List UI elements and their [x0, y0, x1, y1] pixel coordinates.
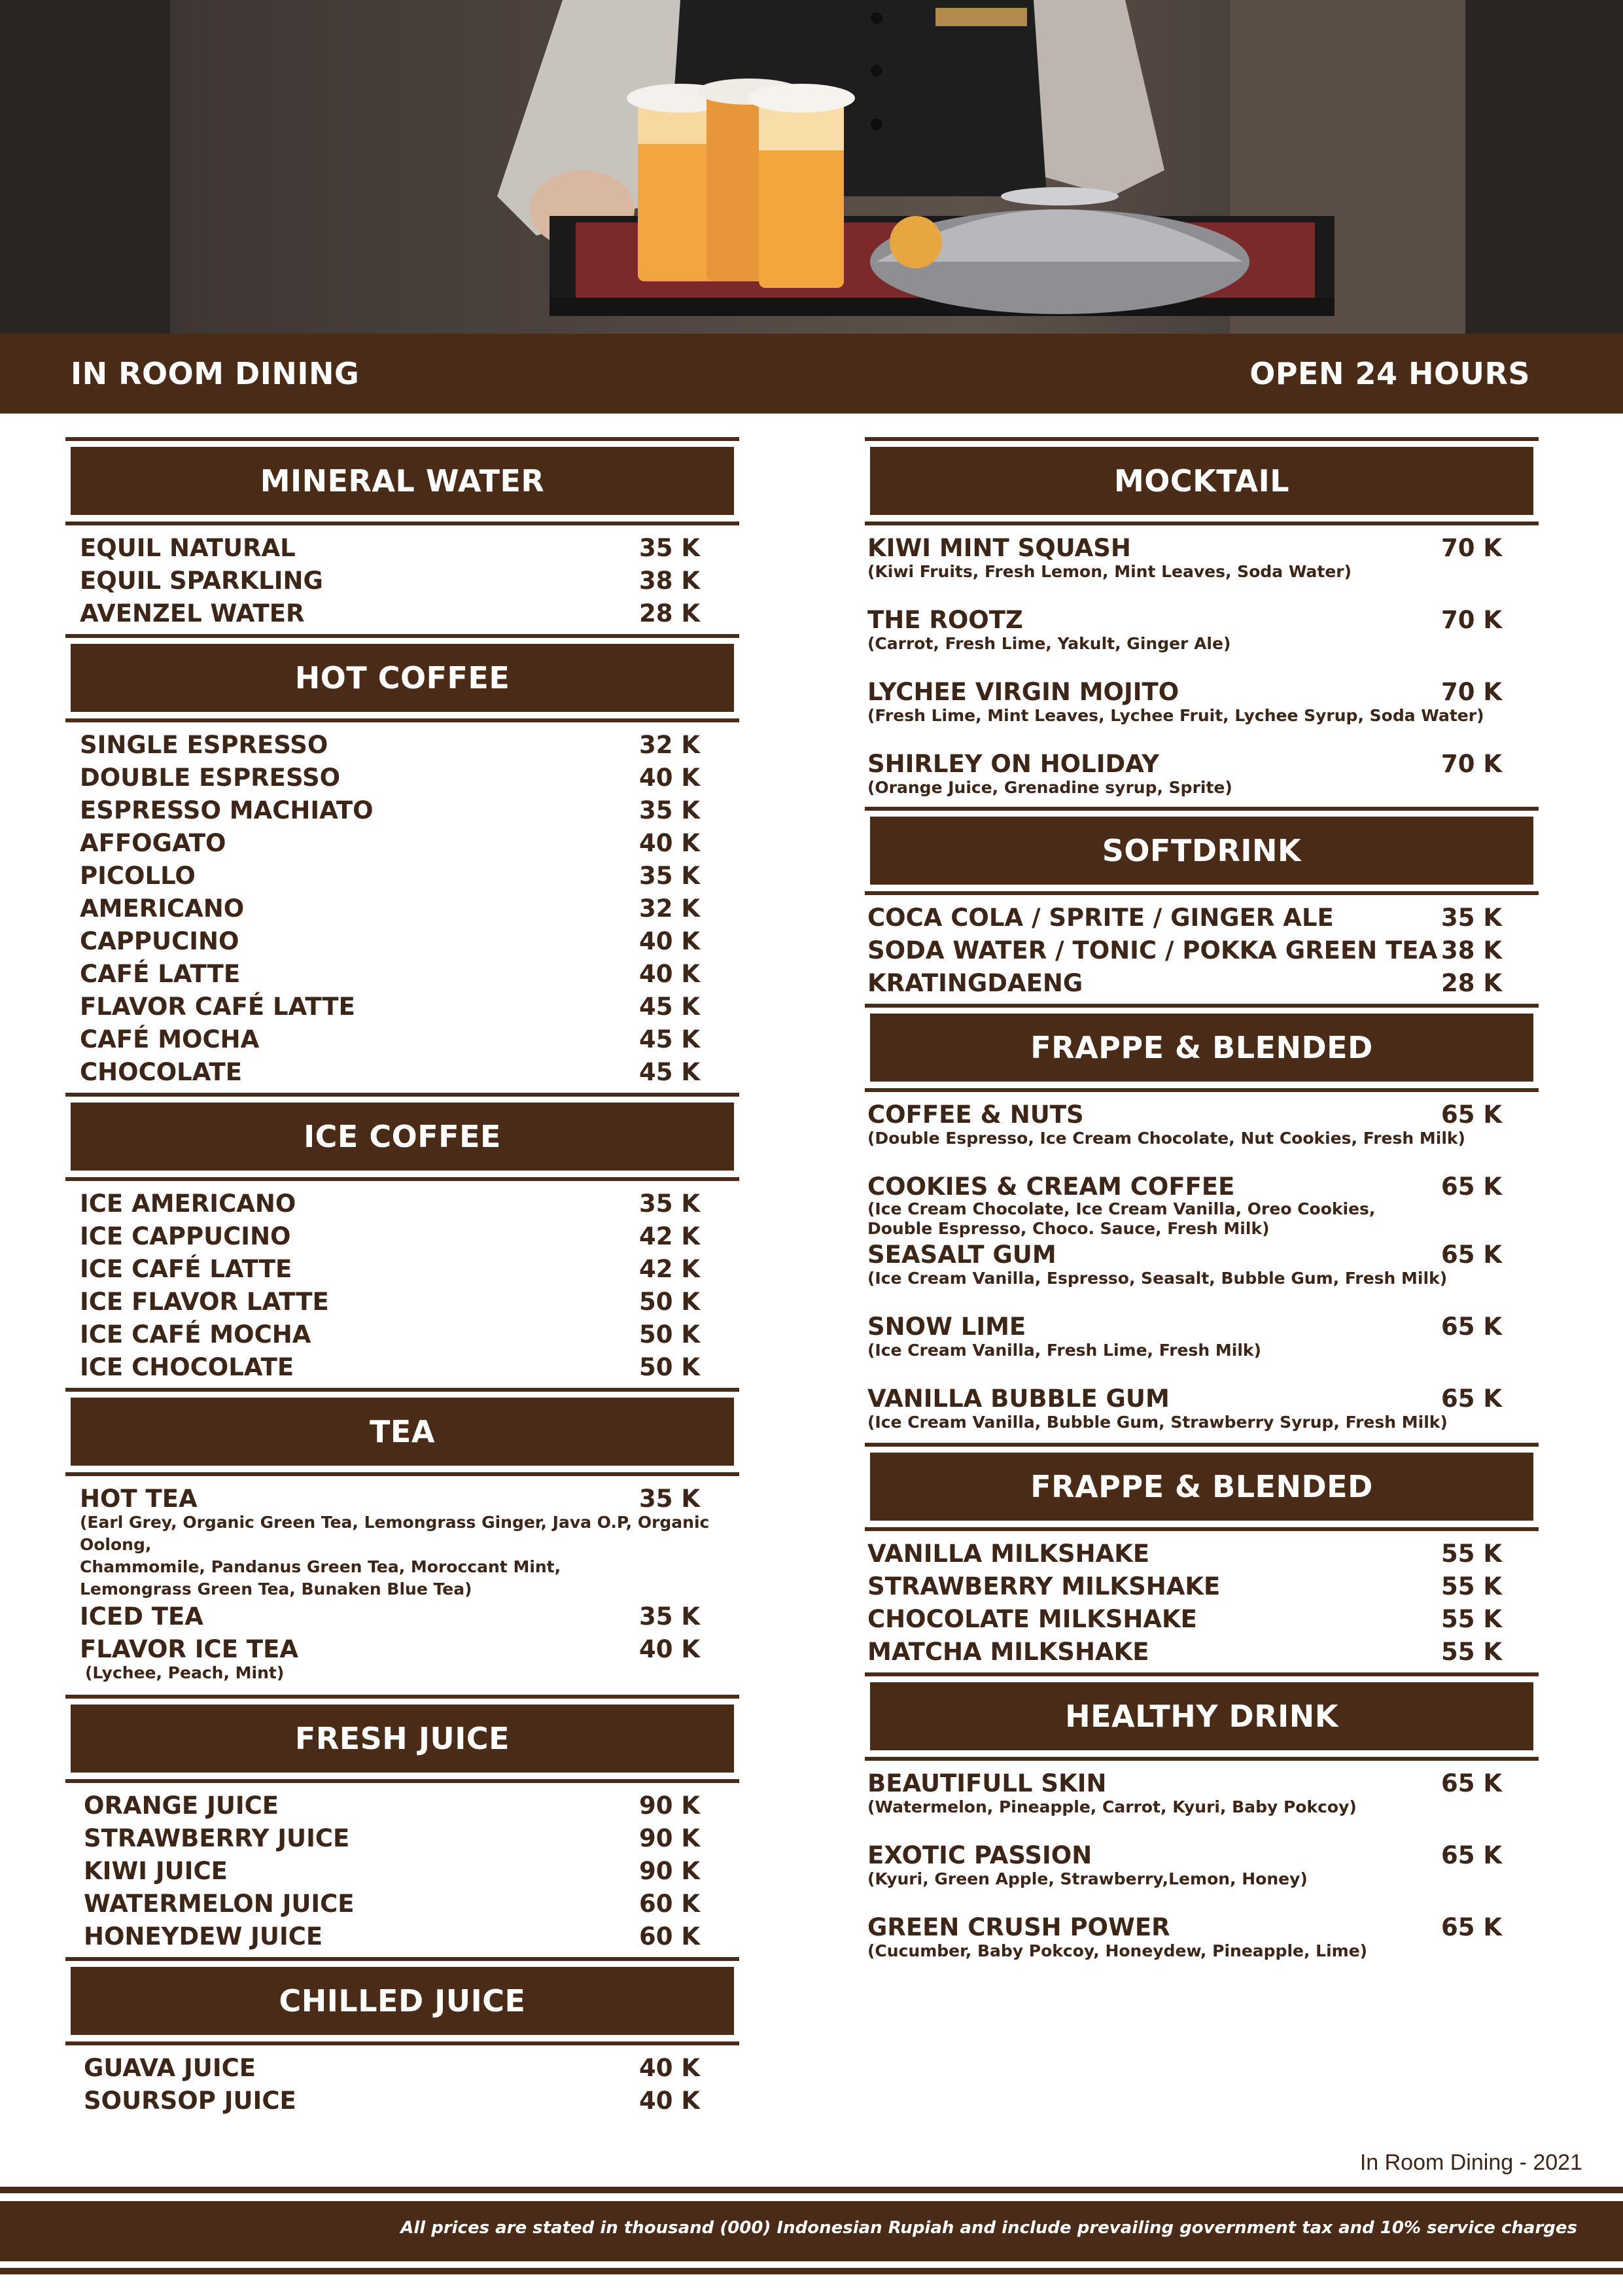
menu-item — [65, 1790, 739, 1822]
section-softdrink — [865, 807, 1539, 1000]
top-banner — [0, 334, 1623, 414]
item-name: CHOCOLATE MILKSHAKE — [867, 1605, 1197, 1633]
menu-item — [865, 967, 1539, 1000]
item-name: ICE AMERICANO — [80, 1190, 296, 1218]
section-mocktail — [865, 437, 1539, 799]
menu-item — [65, 1633, 739, 1666]
item-name: SODA WATER / TONIC / POKKA GREEN TEA — [867, 936, 1438, 964]
footer-rule — [0, 2268, 1623, 2274]
item-price: 42 K — [638, 1255, 700, 1283]
item-description: (Ice Cream Vanilla, Bubble Gum, Strawberry Syrup, Fresh Milk) — [867, 1413, 1448, 1432]
item-name: THE ROOTZ — [867, 606, 1023, 634]
item-name: AMERICANO — [80, 894, 245, 923]
item-name: SOURSOP JUICE — [84, 2087, 296, 2115]
menu-item — [865, 1099, 1539, 1131]
item-price: 28 K — [638, 599, 700, 627]
section-frappe-blended — [865, 1004, 1539, 1434]
item-description: (Cucumber, Baby Pokcoy, Honeydew, Pineapple, Lime) — [867, 1941, 1368, 1960]
menu-item — [65, 991, 739, 1023]
menu-item — [65, 1855, 739, 1888]
menu-item — [865, 1603, 1539, 1636]
section-rule — [65, 1093, 739, 1097]
item-name: GREEN CRUSH POWER — [867, 1913, 1170, 1941]
section-header: SOFTDRINK — [870, 817, 1533, 885]
item-name: HOT TEA — [80, 1485, 198, 1513]
item-name: ORANGE JUICE — [84, 1792, 279, 1820]
item-name: STRAWBERRY MILKSHAKE — [867, 1572, 1221, 1600]
section-tea — [65, 1388, 739, 1684]
section-header: FRESH JUICE — [71, 1704, 734, 1773]
item-price: 32 K — [638, 731, 700, 759]
item-price: 65 K — [1440, 1913, 1502, 1941]
item-name: ICE FLAVOR LATTE — [80, 1288, 329, 1316]
item-name: LYCHEE VIRGIN MOJITO — [867, 678, 1179, 706]
item-name: CHOCOLATE — [80, 1058, 243, 1086]
item-price: 35 K — [638, 1602, 700, 1631]
item-name: SINGLE ESPRESSO — [80, 731, 328, 759]
menu-item — [65, 1286, 739, 1318]
menu-item — [65, 860, 739, 892]
item-price: 65 K — [1440, 1385, 1502, 1413]
item-description: (Orange Juice, Grenadine syrup, Sprite) — [867, 778, 1232, 797]
section-header: MOCKTAIL — [870, 447, 1533, 515]
item-price: 50 K — [638, 1320, 700, 1349]
price-disclaimer: All prices are stated in thousand (000) Indonesian Rupiah and include prevailing government tax and 10% service charges — [400, 2218, 1577, 2238]
item-name: DOUBLE ESPRESSO — [80, 764, 341, 792]
footer-caption: In Room Dining - 2021 — [1359, 2150, 1582, 2175]
menu-item — [865, 1171, 1539, 1203]
menu-item — [65, 1253, 739, 1286]
menu-item — [865, 1911, 1539, 1944]
right-menu-column — [865, 437, 1539, 1962]
item-description: (Ice Cream Vanilla, Espresso, Seasalt, Bubble Gum, Fresh Milk) — [867, 1269, 1448, 1288]
menu-item — [65, 925, 739, 958]
item-name: FLAVOR ICE TEA — [80, 1635, 299, 1663]
item-price: 65 K — [1440, 1241, 1502, 1269]
item-name: CAFÉ LATTE — [80, 960, 241, 988]
item-description: (Double Espresso, Ice Cream Chocolate, Nut Cookies, Fresh Milk) — [867, 1129, 1465, 1148]
menu-item — [65, 1188, 739, 1220]
item-name: AVENZEL WATER — [80, 599, 305, 627]
menu-item — [65, 1220, 739, 1253]
item-name: FLAVOR CAFÉ LATTE — [80, 993, 355, 1021]
item-price: 40 K — [638, 829, 700, 857]
left-menu-column — [65, 437, 739, 2117]
item-name: EXOTIC PASSION — [867, 1841, 1092, 1869]
item-description: (Ice Cream Chocolate, Ice Cream Vanilla, Oreo Cookies, Double Espresso, Choco. Sauce, Fresh Milk) — [867, 1199, 1376, 1238]
item-price: 90 K — [638, 1857, 700, 1885]
item-description: (Watermelon, Pineapple, Carrot, Kyuri, Baby Pokcoy) — [867, 1797, 1357, 1816]
hero-photo — [0, 0, 1623, 334]
item-name: ICE CAFÉ LATTE — [80, 1255, 292, 1283]
menu-item — [865, 748, 1539, 781]
item-name: COCA COLA / SPRITE / GINGER ALE — [867, 904, 1334, 932]
section-header: MINERAL WATER — [71, 447, 734, 515]
item-description: (Earl Grey, Organic Green Tea, Lemongrass Ginger, Java O.P, Organic Oolong, Chammomile, Pandanus Green Tea, Moroccant Mint, Lemongrass Green Tea, Bunaken Blue Tea) — [80, 1513, 710, 1598]
item-name: EQUIL SPARKLING — [80, 567, 323, 595]
item-price: 70 K — [1440, 606, 1502, 634]
item-price: 65 K — [1440, 1101, 1502, 1129]
item-price: 35 K — [638, 796, 700, 824]
section-header: FRAPPE & BLENDED — [870, 1453, 1533, 1521]
item-price: 90 K — [638, 1824, 700, 1852]
item-price: 42 K — [638, 1222, 700, 1250]
menu-item — [865, 1767, 1539, 1800]
section-header: HEALTHY DRINK — [870, 1682, 1533, 1750]
item-price: 35 K — [638, 534, 700, 562]
footer-rule — [0, 2187, 1623, 2193]
section-rule — [865, 1443, 1539, 1447]
item-name: COFFEE & NUTS — [867, 1101, 1084, 1129]
section-header: HOT COFFEE — [71, 644, 734, 712]
banner-hours: OPEN 24 HOURS — [1249, 356, 1530, 391]
item-description: (Lychee, Peach, Mint) — [85, 1663, 285, 1682]
section-rule — [65, 1388, 739, 1392]
menu-item — [65, 794, 739, 827]
item-price: 32 K — [638, 894, 700, 923]
item-price: 35 K — [1440, 904, 1502, 932]
waiter-tray-illustration — [0, 0, 1623, 334]
menu-item — [865, 604, 1539, 637]
item-name: KIWI JUICE — [84, 1857, 228, 1885]
section-rule — [65, 1695, 739, 1699]
menu-item — [865, 934, 1539, 967]
section-rule — [65, 437, 739, 441]
item-price: 55 K — [1440, 1572, 1502, 1600]
item-price: 38 K — [1440, 936, 1502, 964]
item-description: (Fresh Lime, Mint Leaves, Lychee Fruit, Lychee Syrup, Soda Water) — [867, 706, 1484, 725]
section-rule — [865, 807, 1539, 811]
menu-item — [65, 1920, 739, 1953]
menu-item — [65, 597, 739, 630]
menu-item — [865, 902, 1539, 934]
section-header: ICE COFFEE — [71, 1103, 734, 1171]
menu-item — [65, 1600, 739, 1633]
section-rule — [865, 437, 1539, 441]
item-name: KRATINGDAENG — [867, 969, 1083, 997]
item-price: 65 K — [1440, 1173, 1502, 1201]
item-price: 70 K — [1440, 678, 1502, 706]
item-price: 50 K — [638, 1288, 700, 1316]
item-description: (Carrot, Fresh Lime, Yakult, Ginger Ale) — [867, 634, 1231, 653]
item-name: ESPRESSO MACHIATO — [80, 796, 374, 824]
item-price: 70 K — [1440, 750, 1502, 778]
menu-item — [865, 1839, 1539, 1872]
menu-item — [65, 958, 739, 991]
item-price: 55 K — [1440, 1605, 1502, 1633]
section-ice-coffee — [65, 1093, 739, 1384]
item-name: ICED TEA — [80, 1602, 203, 1631]
item-description: (Kyuri, Green Apple, Strawberry,Lemon, Honey) — [867, 1869, 1308, 1888]
item-price: 40 K — [638, 927, 700, 955]
banner-title: IN ROOM DINING — [71, 356, 360, 391]
menu-item — [65, 1318, 739, 1351]
item-price: 55 K — [1440, 1540, 1502, 1568]
menu-item — [65, 827, 739, 860]
item-price: 50 K — [638, 1353, 700, 1381]
item-price: 38 K — [638, 567, 700, 595]
item-name: AFFOGATO — [80, 829, 226, 857]
menu-item — [865, 532, 1539, 565]
menu-item — [65, 1483, 739, 1515]
item-price: 65 K — [1440, 1313, 1502, 1341]
item-price: 60 K — [638, 1922, 700, 1951]
item-name: WATERMELON JUICE — [84, 1890, 355, 1918]
item-price: 45 K — [638, 993, 700, 1021]
item-price: 45 K — [638, 1025, 700, 1053]
item-description: (Kiwi Fruits, Fresh Lemon, Mint Leaves, Soda Water) — [867, 562, 1352, 581]
item-name: COOKIES & CREAM COFFEE — [867, 1173, 1235, 1201]
menu-item — [65, 1351, 739, 1384]
menu-item — [865, 1570, 1539, 1603]
item-name: ICE CHOCOLATE — [80, 1353, 294, 1381]
item-price: 90 K — [638, 1792, 700, 1820]
menu-item — [65, 892, 739, 925]
item-name: STRAWBERRY JUICE — [84, 1824, 350, 1852]
item-price: 45 K — [638, 1058, 700, 1086]
menu-item — [65, 762, 739, 794]
menu-item — [65, 1056, 739, 1089]
item-price: 40 K — [638, 764, 700, 792]
item-name: ICE CAPPUCINO — [80, 1222, 291, 1250]
menu-item — [865, 1538, 1539, 1570]
section-mineral-water — [65, 437, 739, 630]
menu-item — [865, 676, 1539, 709]
menu-item — [865, 1311, 1539, 1343]
section-rule — [65, 634, 739, 638]
section-header: TEA — [71, 1398, 734, 1466]
menu-item — [65, 729, 739, 762]
section-header: CHILLED JUICE — [71, 1967, 734, 2035]
item-name: SEASALT GUM — [867, 1241, 1056, 1269]
item-name: ICE CAFÉ MOCHA — [80, 1320, 311, 1349]
item-name: BEAUTIFULL SKIN — [867, 1769, 1107, 1797]
item-price: 40 K — [638, 2054, 700, 2082]
item-price: 28 K — [1440, 969, 1502, 997]
menu-item — [865, 1636, 1539, 1669]
item-price: 35 K — [638, 1190, 700, 1218]
item-price: 35 K — [638, 862, 700, 890]
section-rule — [65, 1957, 739, 1961]
item-name: VANILLA MILKSHAKE — [867, 1540, 1150, 1568]
item-price: 70 K — [1440, 534, 1502, 562]
menu-item — [65, 1822, 739, 1855]
item-name: HONEYDEW JUICE — [84, 1922, 323, 1951]
item-description: (Ice Cream Vanilla, Fresh Lime, Fresh Milk) — [867, 1341, 1261, 1360]
item-price: 40 K — [638, 2087, 700, 2115]
menu-item — [865, 1239, 1539, 1271]
section-rule — [865, 1672, 1539, 1676]
section-hot-coffee — [65, 634, 739, 1089]
item-price: 65 K — [1440, 1841, 1502, 1869]
section-frappe-blended-milkshake — [865, 1443, 1539, 1669]
menu-item — [65, 565, 739, 597]
item-price: 40 K — [638, 1635, 700, 1663]
section-header: FRAPPE & BLENDED — [870, 1014, 1533, 1082]
menu-item — [865, 1383, 1539, 1415]
section-rule — [865, 1004, 1539, 1008]
item-name: GUAVA JUICE — [84, 2054, 256, 2082]
item-price: 35 K — [638, 1485, 700, 1513]
menu-item — [65, 2052, 739, 2085]
item-name: PICOLLO — [80, 862, 196, 890]
section-healthy-drink — [865, 1672, 1539, 1962]
menu-item — [65, 1888, 739, 1920]
item-name: CAPPUCINO — [80, 927, 239, 955]
menu-item — [65, 532, 739, 565]
item-price: 60 K — [638, 1890, 700, 1918]
item-name: CAFÉ MOCHA — [80, 1025, 260, 1053]
item-name: KIWI MINT SQUASH — [867, 534, 1131, 562]
section-fresh-juice — [65, 1695, 739, 1953]
item-name: MATCHA MILKSHAKE — [867, 1638, 1149, 1666]
menu-item — [65, 1023, 739, 1056]
item-price: 65 K — [1440, 1769, 1502, 1797]
item-price: 55 K — [1440, 1638, 1502, 1666]
item-name: EQUIL NATURAL — [80, 534, 296, 562]
item-price: 40 K — [638, 960, 700, 988]
item-name: SNOW LIME — [867, 1313, 1026, 1341]
section-chilled-juice — [65, 1957, 739, 2117]
menu-item — [65, 2085, 739, 2117]
item-name: SHIRLEY ON HOLIDAY — [867, 750, 1160, 778]
item-name: VANILLA BUBBLE GUM — [867, 1385, 1170, 1413]
footer-bar — [0, 2201, 1623, 2261]
